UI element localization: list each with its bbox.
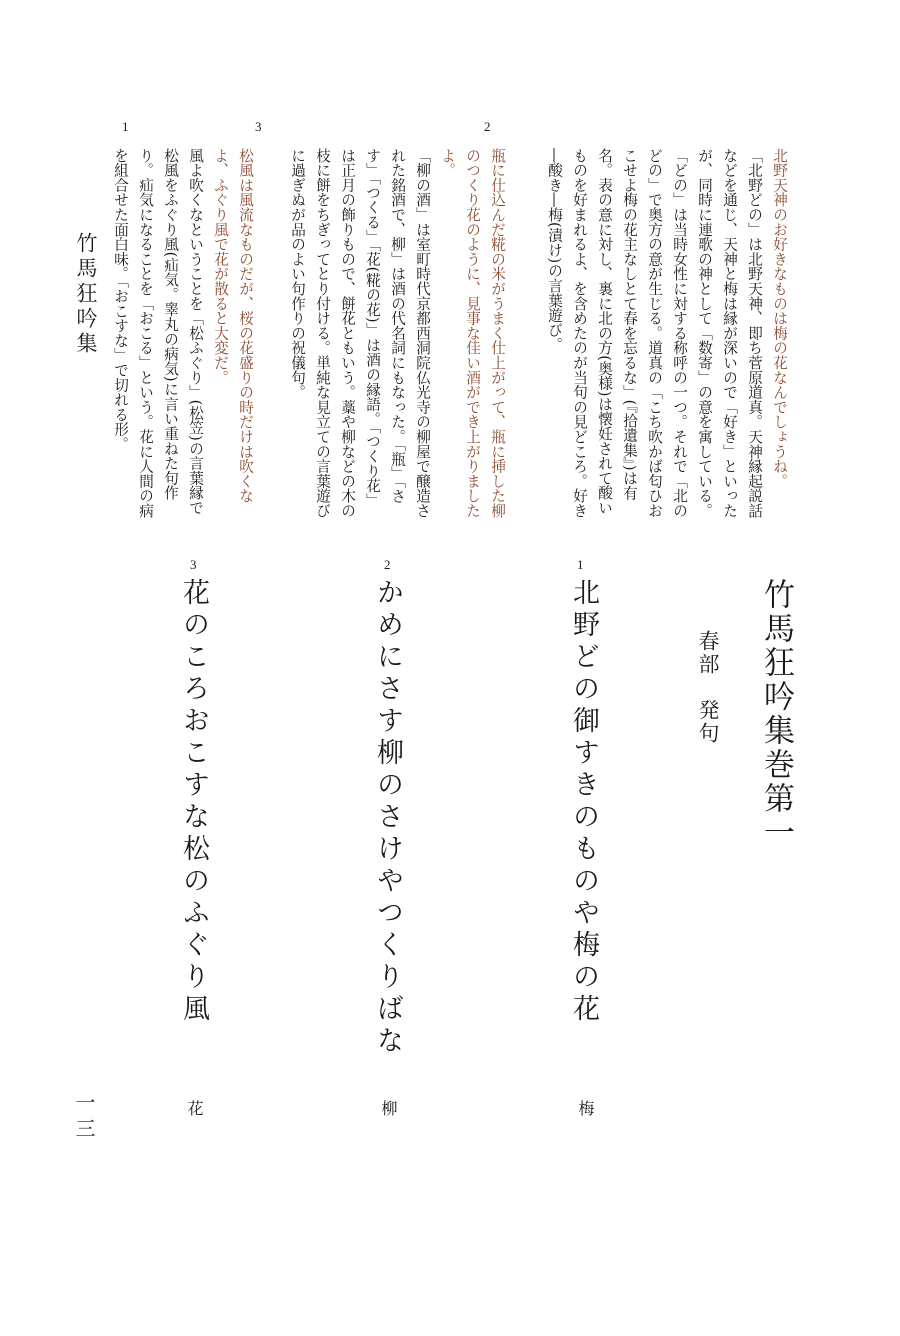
note-number-1: 1 (122, 119, 129, 134)
note-1-body: 「北野どの」は北野天神、即ち菅原道真。天神縁起説話などを通じ、天神と梅は縁が深いので「好き」といったが、同時に連歌の神として「数寄」の意を寓している。「どの」は当時女性に対する称呼の一つ。それで「北のどの」で奥方の意が生じる。道真の「こち吹かば匂ひおこせよ梅の花主なしとて春を忘るな」(『拾遺集』)は有名。表の意に対し、裏に北の方(奥様)は懐妊されて酸いものを好まれるよ、を含めたのが当句の見どころ。好き―酸き―梅(漬け)の言葉遊び。 (546, 148, 763, 518)
note-2-gloss: 瓶に仕込んだ糀の米がうまく仕上がって、瓶に挿した柳のつくり花のように、見事な佳い酒ができ上がりましたよ。 (439, 148, 506, 518)
poem-3-season-word: 花 (185, 1100, 204, 1116)
poem-3: 花のころおこすな松のふぐり風 (178, 578, 209, 1026)
note-3-body: 風よ吹くなということを「松ふぐり」(松笠)の言葉縁で松風をふぐり風(疝気。睾丸の病気)に言い重ねた句作り。疝気になることを「おこる」という。花に人間の病を組合せた面白味。「おこすな」で切れる形。 (112, 148, 204, 518)
note-1 (542, 148, 792, 518)
poem-number-2: 2 (384, 557, 391, 572)
section-heading: 春部 発句 (696, 630, 720, 745)
note-1-gloss: 北野天神のお好きなものは梅の花なんでしょうね。 (771, 148, 788, 489)
running-head: 竹馬狂吟集 (74, 232, 98, 357)
poem-number-1: 1 (577, 557, 584, 572)
note-3 (108, 148, 258, 518)
poem-1: 北野どの御すきのものや梅の花 (568, 578, 599, 1026)
volume-title: 竹馬狂吟集巻第一 (758, 578, 794, 850)
note-2 (285, 148, 510, 518)
note-number-3: 3 (255, 119, 262, 134)
poem-2-season-word: 柳 (379, 1100, 398, 1116)
poem-1-season-word: 梅 (576, 1100, 595, 1116)
note-2-body: 「柳の酒」は室町時代京都西洞院仏光寺の柳屋で醸造された銘酒で、柳」は酒の代名詞にもなった。「瓶」「さす」「つくる」「花(糀の花)」は酒の縁語。「つくり花」は正月の飾りもので、餅花ともいう。藁や柳などの木の枝に餅をちぎってとり付ける。単純な見立ての言葉遊びに過ぎぬが品のよい句作りの祝儀句。 (289, 148, 431, 518)
note-number-2: 2 (484, 119, 491, 134)
poem-2: かめにさす柳のさけやつくりばな (372, 578, 403, 1058)
note-3-gloss: 松風は風流なものだが、桜の花盛りの時だけは吹くなよ、ふぐり風で花が散ると大変だ。 (212, 148, 254, 504)
poem-number-3: 3 (190, 557, 197, 572)
page-number: 一三 (72, 1092, 96, 1144)
